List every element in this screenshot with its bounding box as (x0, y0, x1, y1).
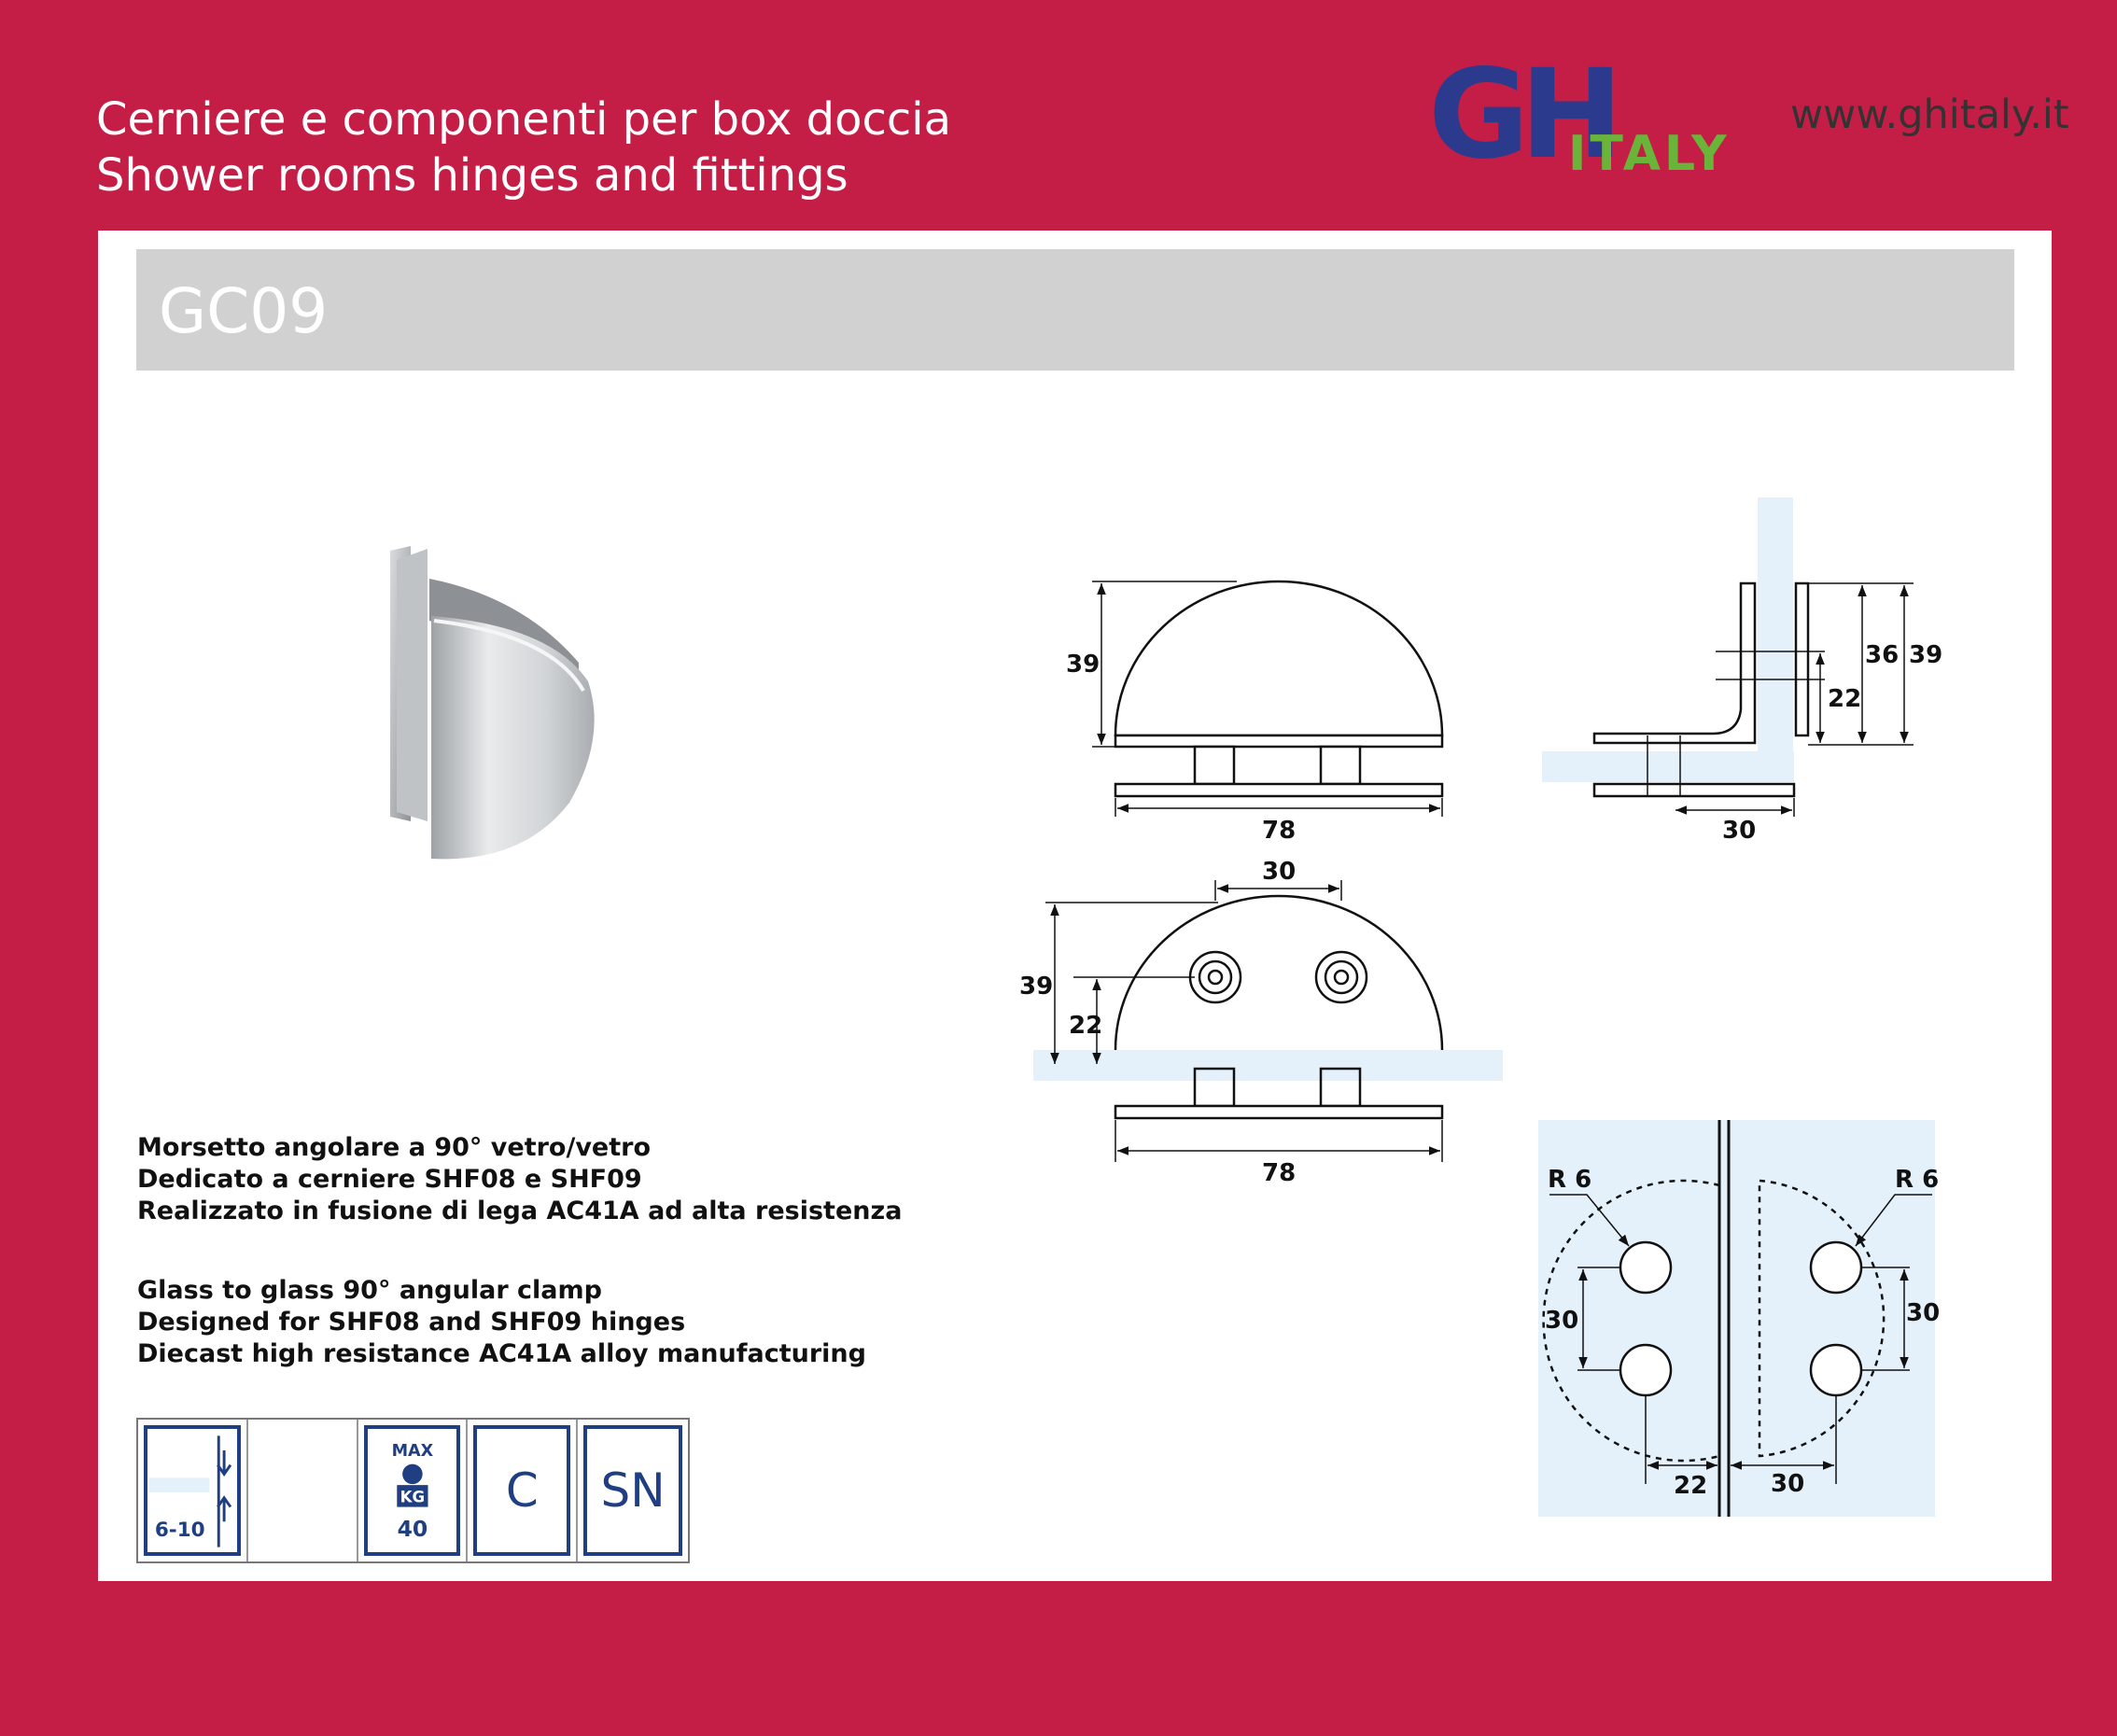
dim-top-39: 39 (1019, 973, 1054, 1001)
logo-main-text: GH (1428, 54, 1614, 175)
dim-front-width: 78 (1262, 817, 1297, 845)
max-weight-value: 40 (397, 1515, 428, 1542)
dim-top-22: 22 (1069, 1012, 1103, 1040)
finish-c-icon (473, 1425, 570, 1556)
hole-layout-drawing (1538, 1120, 1935, 1517)
description-italian (137, 1132, 902, 1227)
dim-hole-30-right: 30 (1906, 1299, 1941, 1327)
finish-c-cell (468, 1420, 578, 1561)
finish-sn-icon (583, 1425, 682, 1556)
dim-front-height: 39 (1066, 651, 1101, 679)
dim-side-39: 39 (1909, 641, 1943, 669)
dim-hole-30-left: 30 (1545, 1307, 1579, 1335)
logo-sub-text: ITALY (1568, 126, 1731, 175)
dim-top-width: 78 (1262, 1159, 1297, 1187)
top-view-drawing (1033, 880, 1503, 1162)
kg-label: KG (400, 1488, 425, 1506)
product-photo (390, 546, 595, 859)
desc-it-line: Realizzato in fusione di lega AC41A ad alta resistenza (137, 1197, 903, 1225)
dim-top-30: 30 (1262, 858, 1297, 886)
finish-sn-label: SN (600, 1463, 666, 1518)
dim-hole-30-bottom: 30 (1771, 1470, 1805, 1498)
website-url[interactable]: www.ghitaly.it (1790, 91, 2069, 138)
max-weight-cell (358, 1420, 469, 1561)
desc-en-line: Designed for SHF08 and SHF09 hinges (137, 1308, 686, 1337)
dim-hole-22: 22 (1674, 1472, 1708, 1500)
desc-en-line: Glass to glass 90° angular clamp (137, 1276, 602, 1305)
desc-en-line: Diecast high resistance AC41A alloy manufacturing (137, 1339, 866, 1368)
finish-sn-cell (578, 1420, 688, 1561)
description-english (137, 1275, 866, 1370)
header-title-it: Cerniere e componenti per box doccia (96, 93, 952, 146)
side-view-drawing (1542, 497, 1914, 817)
spec-icon-strip (136, 1418, 690, 1563)
dim-hole-r-left: R 6 (1548, 1166, 1592, 1194)
desc-it-line: Dedicato a cerniere SHF08 e SHF09 (137, 1165, 642, 1194)
finish-c-label: C (505, 1463, 539, 1518)
dim-side-36: 36 (1865, 641, 1900, 669)
max-label: MAX (391, 1441, 433, 1461)
glass-thickness-cell (138, 1420, 248, 1561)
dim-side-30: 30 (1722, 817, 1757, 845)
max-weight-icon (364, 1425, 461, 1556)
product-code: GC09 (159, 275, 329, 347)
empty-cell (248, 1420, 358, 1561)
dim-hole-r-right: R 6 (1895, 1166, 1940, 1194)
dim-side-22: 22 (1828, 685, 1862, 713)
glass-thickness-label: 6-10 (154, 1518, 205, 1542)
desc-it-line: Morsetto angolare a 90° vetro/vetro (137, 1133, 652, 1162)
glass-thickness-icon (144, 1425, 241, 1556)
header-title-en: Shower rooms hinges and fittings (96, 149, 848, 202)
front-view-drawing (1092, 581, 1442, 817)
